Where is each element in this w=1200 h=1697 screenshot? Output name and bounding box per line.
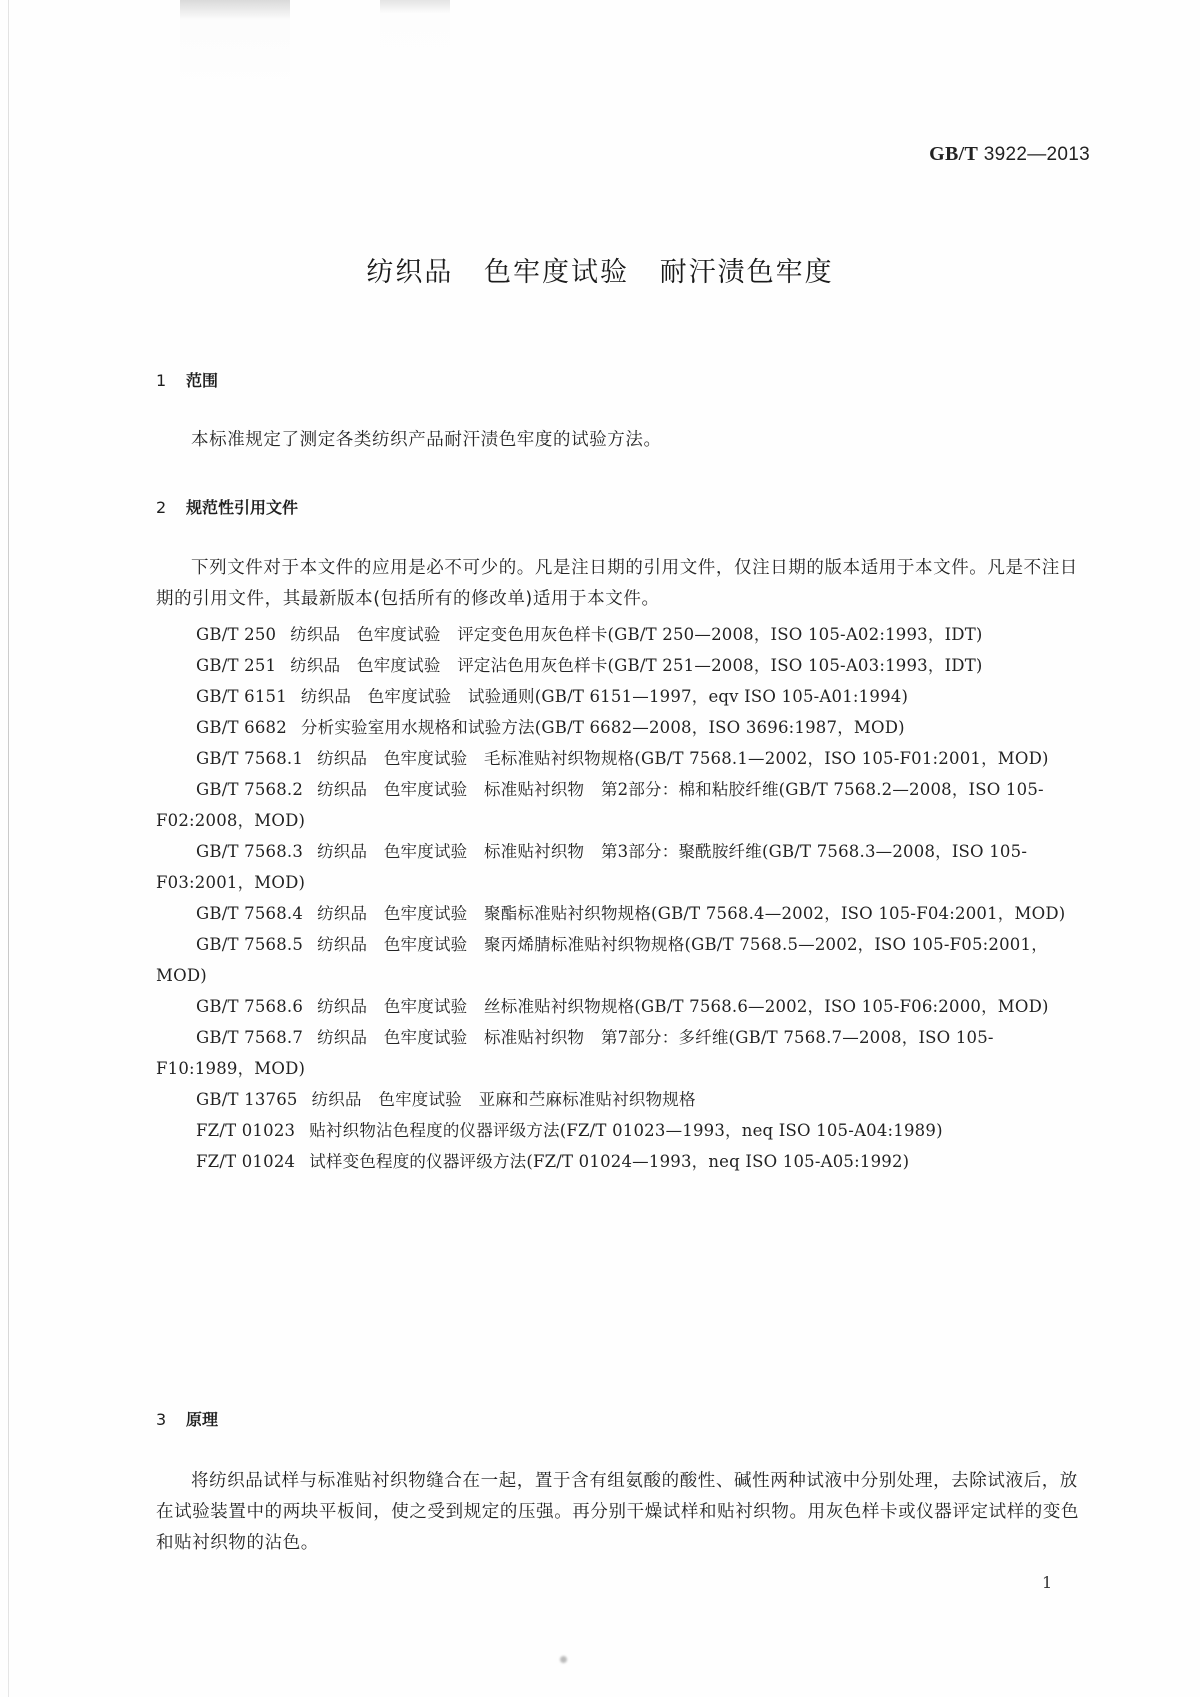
section-heading-normative-references	[156, 495, 298, 518]
reference-code: GB/T 251	[196, 656, 277, 675]
reference-text: 纺织品 色牢度试验 聚酯标准贴衬织物规格(GB/T 7568.4—2002，ISO 105-F04:2001，MOD)	[317, 904, 1066, 923]
section-title: 范围	[186, 371, 219, 390]
reference-item	[156, 650, 1091, 681]
reference-item	[156, 681, 1091, 712]
reference-text: 纺织品 色牢度试验 亚麻和苎麻标准贴衬织物规格	[311, 1090, 696, 1109]
scan-smudge	[180, 0, 290, 100]
reference-text: 纺织品 色牢度试验 标准贴衬织物 第7部分：多纤维(GB/T 7568.7—2008，ISO 105-F10:1989，MOD)	[156, 1028, 994, 1078]
scan-speck	[560, 1656, 567, 1663]
reference-text: 纺织品 色牢度试验 标准贴衬织物 第3部分：聚酰胺纤维(GB/T 7568.3—2008，ISO 105-F03:2001，MOD)	[156, 842, 1028, 892]
title-part: 色牢度试验	[484, 257, 629, 288]
reference-text: 纺织品 色牢度试验 标准贴衬织物 第2部分：棉和粘胶纤维(GB/T 7568.2—2008，ISO 105-F02:2008，MOD)	[156, 780, 1044, 830]
scope-paragraph: 本标准规定了测定各类纺织产品耐汗渍色牢度的试验方法。	[191, 430, 662, 450]
reference-text: 纺织品 色牢度试验 毛标准贴衬织物规格(GB/T 7568.1—2002，ISO 105-F01:2001，MOD)	[317, 749, 1049, 768]
reference-item	[156, 991, 1091, 1022]
reference-item	[156, 1115, 1091, 1146]
reference-text: 分析实验室用水规格和试验方法(GB/T 6682—2008，ISO 3696:1987，MOD)	[300, 718, 905, 737]
reference-code: GB/T 7568.3	[196, 842, 304, 861]
document-title	[0, 250, 1200, 289]
standard-number: 3922—2013	[983, 144, 1090, 165]
title-part: 纺织品	[366, 257, 454, 288]
scan-smudge	[380, 0, 450, 90]
title-part: 耐汗渍色牢度	[659, 257, 834, 288]
reference-item	[156, 1084, 1091, 1115]
principle-paragraph: 将纺织品试样与标准贴衬织物缝合在一起，置于含有组氨酸的酸性、碱性两种试液中分别处理，去除试液后，放在试验装置中的两块平板间，使之受到规定的压强。再分别干燥试样和贴衬织物。用灰色样卡或仪器评定试样的变色和贴衬织物的沾色。	[156, 1471, 1080, 1553]
reference-item	[156, 898, 1091, 929]
section-heading-scope	[156, 368, 218, 391]
section-number: 3	[156, 1410, 167, 1429]
reference-code: GB/T 7568.2	[196, 780, 304, 799]
reference-code: GB/T 7568.6	[196, 997, 304, 1016]
reference-code: FZ/T 01023	[196, 1121, 296, 1140]
standard-prefix: GB/T	[929, 143, 979, 165]
reference-text: 纺织品 色牢度试验 评定沾色用灰色样卡(GB/T 251—2008，ISO 105-A03:1993，IDT)	[290, 656, 983, 675]
reference-item	[156, 929, 1091, 991]
reference-code: GB/T 13765	[196, 1090, 298, 1109]
reference-list	[156, 619, 1091, 1177]
reference-code: FZ/T 01024	[196, 1152, 296, 1171]
section-title: 规范性引用文件	[186, 498, 299, 517]
reference-text: 贴衬织物沾色程度的仪器评级方法(FZ/T 01023—1993，neq ISO 105-A04:1989)	[309, 1121, 943, 1140]
reference-item	[156, 1022, 1091, 1084]
section-number: 2	[156, 498, 167, 517]
reference-code: GB/T 6682	[196, 718, 287, 737]
reference-item	[156, 1146, 1091, 1177]
references-intro-paragraph: 下列文件对于本文件的应用是必不可少的。凡是注日期的引用文件，仅注日期的版本适用于本文件。凡是不注日期的引用文件，其最新版本(包括所有的修改单)适用于本文件。	[156, 558, 1078, 609]
reference-code: GB/T 7568.7	[196, 1028, 304, 1047]
reference-text: 纺织品 色牢度试验 丝标准贴衬织物规格(GB/T 7568.6—2002，ISO 105-F06:2000，MOD)	[317, 997, 1049, 1016]
reference-item	[156, 836, 1091, 898]
reference-code: GB/T 6151	[196, 687, 287, 706]
section-number: 1	[156, 371, 167, 390]
section-title: 原理	[186, 1410, 219, 1429]
standard-code	[929, 143, 1090, 166]
reference-code: GB/T 7568.1	[196, 749, 304, 768]
reference-text: 纺织品 色牢度试验 评定变色用灰色样卡(GB/T 250—2008，ISO 105-A02:1993，IDT)	[290, 625, 983, 644]
reference-code: GB/T 250	[196, 625, 277, 644]
reference-item	[156, 774, 1091, 836]
reference-item	[156, 619, 1091, 650]
reference-code: GB/T 7568.5	[196, 935, 304, 954]
section-heading-principle	[156, 1407, 218, 1430]
reference-text: 纺织品 色牢度试验 聚丙烯腈标准贴衬织物规格(GB/T 7568.5—2002，ISO 105-F05:2001，MOD)	[156, 935, 1048, 985]
reference-text: 试样变色程度的仪器评级方法(FZ/T 01024—1993，neq ISO 105-A05:1992)	[309, 1152, 910, 1171]
reference-text: 纺织品 色牢度试验 试验通则(GB/T 6151—1997，eqv ISO 105-A01:1994)	[300, 687, 909, 706]
page-number: 1	[1042, 1573, 1053, 1592]
reference-code: GB/T 7568.4	[196, 904, 304, 923]
reference-item	[156, 712, 1091, 743]
reference-item	[156, 743, 1091, 774]
